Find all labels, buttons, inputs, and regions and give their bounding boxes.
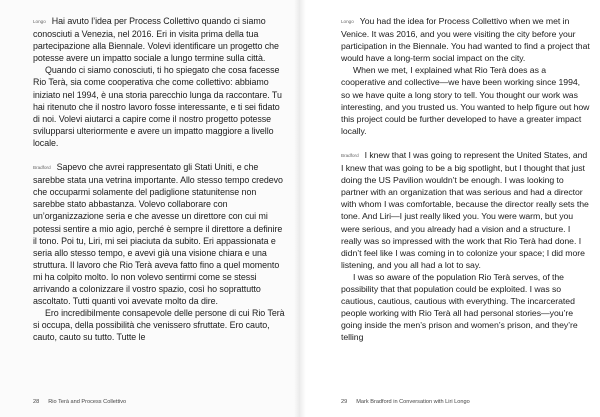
paragraph (341, 15, 591, 64)
left-text-block (33, 15, 287, 343)
page-number: 28 (33, 399, 40, 405)
left-footer (33, 399, 126, 405)
paragraph-text: When we met, I explained what Rio Terà does as a cooperative and collective—we have been working since 1994, so we have quite a long story to tell. You thought our work was interesting, and you trusted us. You wanted to help figure out how this project could be further developed to have a greater impact locally. (341, 65, 590, 136)
paragraph-text: Quando ci siamo conosciuti, ti ho spiegato che cosa facesse Rio Terà, sia come cooperativa che come collettivo: abbiamo iniziato nel 1994, è una storia parecchio lunga da raccontare. Tu hai ritenuto che il nostro lavoro fosse interessante, e ti sei fidato di noi. Volevi aiutarci a capire come il nostro progetto potesse svilupparsi ulteriormente e avere un impatto maggiore a livello locale. (33, 65, 282, 148)
paragraph (33, 15, 287, 64)
speaker-label-bradford: Bradford (341, 152, 359, 158)
speaker-label-longo: Longo (341, 19, 354, 24)
paragraph-text: Sapevo che avrei rappresentato gli Stati Uniti, e che sarebbe stata una vetrina importante. Allo stesso tempo credevo che occuparmi solamente del padiglione statunitense non sarebbe stato abbastanza. Volevo collaborare con un’organizzazione seria e che avesse un direttore con cui mi potessi sentire a mio agio, perché è sempre il direttore a definire il tono. Poi tu, Liri, mi sei piaciuta da subito. Eri appassionata e seria allo stesso tempo, e avevi già una visione chiara e una struttura. Il lavoro che Rio Terà aveva fatto fino a quel momento mi ha colpito molto. Io non volevo sentirmi come se stessi arrivando a colonizzare il vostro spazio, così ho soprattutto ascoltato. Tutti quanti voi avevate molto da dire. (33, 162, 283, 307)
right-text-block (341, 15, 591, 343)
running-title: Mark Bradford in Conversation with Liri Longo (356, 399, 470, 405)
paragraph-text: You had the idea for Process Collettivo when we met in Venice. It was 2016, and you were visiting the city before your participation in the Biennale. You had wanted to find a project that would have a long-term social impact on the city. (341, 16, 590, 64)
book-gutter-shadow (294, 0, 306, 417)
paragraph (33, 307, 287, 343)
paragraph-text: I was so aware of the population Rio Terà serves, of the possibility that that population could be exploited. I was so cautious, cautious, cautious with everything. The incarcerated people working with Rio Terà all had personal stories—you’re going inside the men’s prison and women’s prison, and they’re telling (341, 271, 578, 343)
paragraph (341, 149, 591, 271)
running-title: Rio Terà and Process Collettivo (48, 399, 127, 405)
page-number: 29 (341, 399, 348, 405)
right-footer (341, 399, 470, 405)
speaker-label-bradford: Bradford (33, 165, 51, 171)
paragraph (33, 64, 287, 149)
paragraph (33, 161, 287, 307)
speaker-label-longo: Longo (33, 19, 46, 24)
right-page-english (300, 0, 600, 417)
paragraph (341, 271, 591, 344)
paragraph-text: Ero incredibilmente consapevole delle persone di cui Rio Terà si occupa, della possibilità che venissero sfruttate. Ero cauto, cauto, cauto su tutto. Tutte le (33, 308, 285, 343)
paragraph-text: I knew that I was going to represent the United States, and I knew that was going to be a big spotlight, but I thought that just doing the US Pavilion wouldn’t be enough. I was looking to partner with an organization that was serious and had a director with whom I was comfortable, because the director really sets the tone. And Liri—I just really liked you. You were warm, but you were serious, and you already had a vision and a structure. I really was so impressed with the work that Rio Terà had done. I didn’t feel like I was coming in to colonize your space; I did more listening, and you all had a lot to say. (341, 149, 589, 270)
paragraph-text: Hai avuto l’idea per Process Collettivo quando ci siamo conosciuti a Venezia, nel 2016. Eri in visita prima della tua partecipazione alla Biennale. Volevi identificare un progetto che potesse avere un impatto sociale a lungo termine sulla città. (33, 16, 279, 64)
paragraph (341, 64, 591, 137)
